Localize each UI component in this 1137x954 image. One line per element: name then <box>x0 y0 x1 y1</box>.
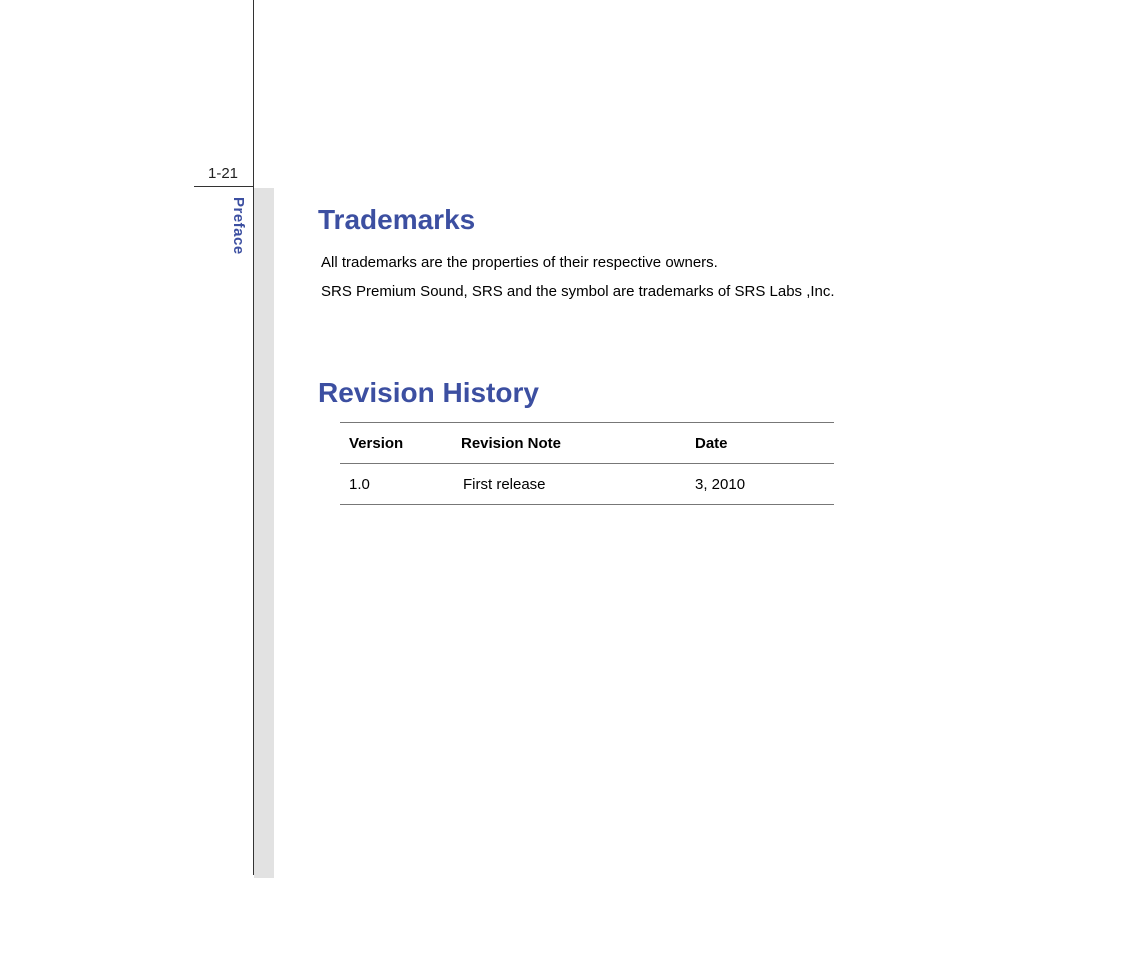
trademarks-heading: Trademarks <box>318 204 476 235</box>
cell-revision-note: First release <box>463 475 546 493</box>
trademarks-line: All trademarks are the properties of their respective owners. <box>321 254 718 271</box>
margin-gray-band <box>254 188 274 878</box>
section-label: Preface <box>230 197 247 255</box>
column-header-date: Date <box>695 434 728 452</box>
cell-date: 3, 2010 <box>695 475 746 493</box>
table-header-row <box>340 423 834 464</box>
revision-history-heading: Revision History <box>318 377 539 408</box>
page-number: 1-21 <box>208 165 239 182</box>
page-number-rule <box>194 186 254 187</box>
column-header-version: Version <box>349 434 404 452</box>
trademarks-line: SRS Premium Sound, SRS and the symbol are trademarks of SRS Labs ,Inc. <box>321 283 835 300</box>
revision-history-table <box>340 422 834 505</box>
column-header-revision-note: Revision Note <box>461 434 562 452</box>
cell-version: 1.0 <box>349 475 370 493</box>
table-row <box>340 464 834 505</box>
